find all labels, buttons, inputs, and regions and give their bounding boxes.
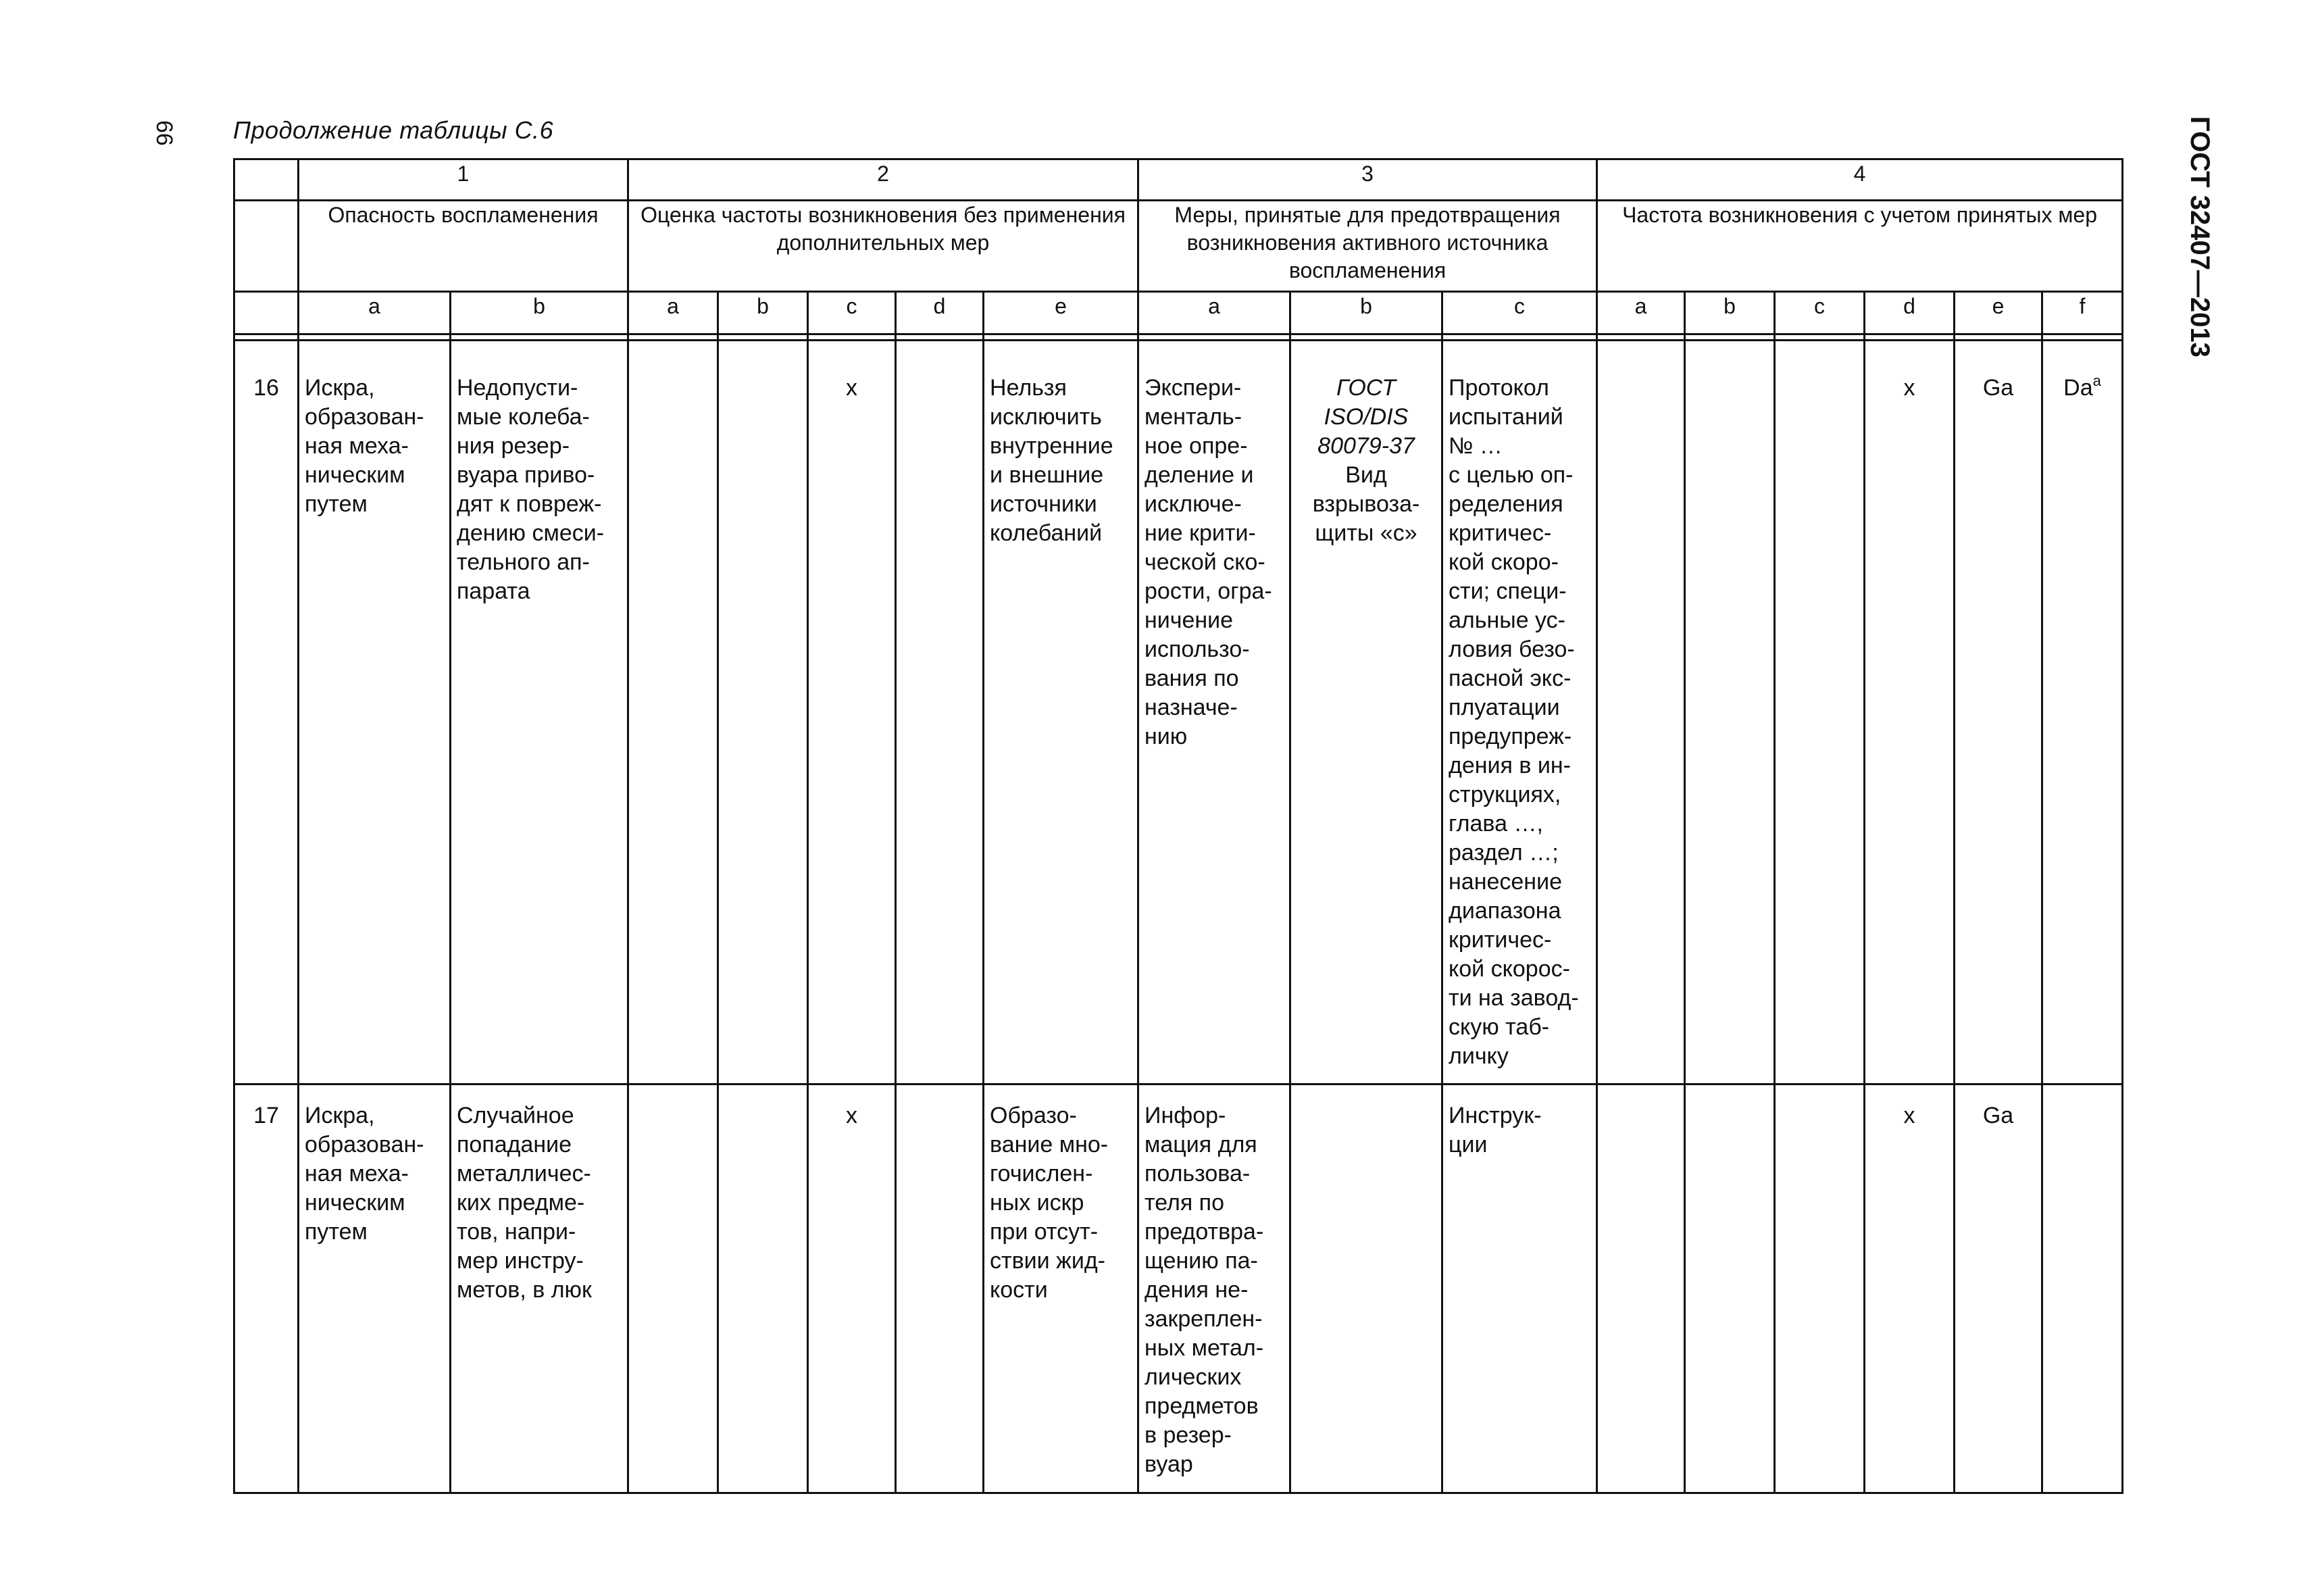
header-empty-cell — [234, 292, 299, 334]
cell-4c — [1775, 341, 1865, 1084]
cell-4f — [2042, 1084, 2123, 1493]
sub-header-4d: d — [1865, 292, 1955, 334]
cell-2a — [628, 1084, 718, 1493]
cell-2c: x — [808, 341, 896, 1084]
cell-2e: Образо- вание мно- гочислен- ных искр при отсут- ствии жид- кости — [984, 1084, 1138, 1493]
cell-2c: x — [808, 1084, 896, 1493]
cell-2b — [718, 341, 808, 1084]
cell-1b: Недопусти- мые колеба- ния резер- вуара приво- дят к повреж- дению смеси- тельного ап- парата — [451, 341, 628, 1084]
sub-header-3b: b — [1290, 292, 1442, 334]
cell-3a: Инфор- мация для пользова- теля по предотвра- щению па- дения не- закреплен- ных метал- лических предметов в резер- вуар — [1138, 1084, 1290, 1493]
row-number: 17 — [234, 1084, 299, 1493]
group-number-4: 4 — [1597, 159, 2123, 201]
cell-4b — [1685, 1084, 1775, 1493]
group-title-1: Опасность воспламенения — [299, 201, 628, 292]
cell-2b — [718, 1084, 808, 1493]
sub-header-4c: c — [1775, 292, 1865, 334]
cell-4d: x — [1865, 341, 1955, 1084]
cell-4b — [1685, 341, 1775, 1084]
cell-3b — [1290, 1084, 1442, 1493]
cell-1a: Искра, образован- ная меха- ническим путем — [299, 1084, 451, 1493]
standard-reference: ГОСТ ISO/DIS 80079-37 — [1317, 375, 1415, 459]
cell-4c — [1775, 1084, 1865, 1493]
group-title-3: Меры, принятые для предотвращения возникновения активного источника воспламенения — [1138, 201, 1597, 292]
cell-4e: Ga — [1955, 341, 2042, 1084]
table-row — [234, 1084, 2123, 1493]
cell-2d — [896, 1084, 984, 1493]
header-row-group-numbers — [234, 159, 2123, 201]
standard-code: ГОСТ 32407—2013 — [2185, 116, 2215, 357]
group-number-3: 3 — [1138, 159, 1597, 201]
cell-3a: Экспери- менталь- ное опре- деление и исключе- ние крити- ческой ско- рости, огра- ничение использо- вания по назначе- нию — [1138, 341, 1290, 1084]
sub-header-3a: a — [1138, 292, 1290, 334]
cell-2a — [628, 341, 718, 1084]
cell-4f — [2042, 341, 2123, 1084]
cell-3c: Инструк- ции — [1442, 1084, 1597, 1493]
sub-header-2d: d — [896, 292, 984, 334]
cell-4a — [1597, 341, 1685, 1084]
group-title-2: Оценка частоты возникновения без применения дополнительных мер — [628, 201, 1138, 292]
header-empty-cell — [234, 159, 299, 201]
cell-1a: Искра, образован- ная меха- ническим путем — [299, 341, 451, 1084]
cell-4a — [1597, 1084, 1685, 1493]
cell-4e: Ga — [1955, 1084, 2042, 1493]
sub-header-4a: a — [1597, 292, 1685, 334]
table-caption: Продолжение таблицы С.6 — [233, 116, 554, 144]
group-number-1: 1 — [299, 159, 628, 201]
sub-header-3c: c — [1442, 292, 1597, 334]
header-separator — [234, 334, 2123, 341]
cell-2d — [896, 341, 984, 1084]
cell-4d: x — [1865, 1084, 1955, 1493]
sub-header-4b: b — [1685, 292, 1775, 334]
group-number-2: 2 — [628, 159, 1138, 201]
sub-header-4e: e — [1955, 292, 2042, 334]
cell-2e: Нельзя исключить внутренние и внешние источники колебаний — [984, 341, 1138, 1084]
header-row-group-titles — [234, 201, 2123, 292]
hazard-table — [233, 158, 2123, 1494]
cell-1b: Случайное попадание металличес- ких предме- тов, напри- мер инстру- метов, в люк — [451, 1084, 628, 1493]
sub-header-2e: e — [984, 292, 1138, 334]
sub-header-1a: a — [299, 292, 451, 334]
cell-3b — [1290, 341, 1442, 1084]
protection-type: Вид взрывоза- щиты «с» — [1312, 462, 1420, 546]
sub-header-1b: b — [451, 292, 628, 334]
sub-header-4f: f — [2042, 292, 2123, 334]
cell-3c: Протокол испытаний № … с целью оп- ределения критичес- кой скоро- сти; специ- альные ус- ловия безо- пасной экс- плуатации предупреж- дения в ин- струкциях, глава …, раздел …; нанесение диапазона критичес- кой скорос- ти на завод- скую таб- личку — [1442, 341, 1597, 1084]
sub-header-2b: b — [718, 292, 808, 334]
header-row-subcolumns — [234, 292, 2123, 334]
page-number: 66 — [151, 120, 177, 146]
row-number: 16 — [234, 341, 299, 1084]
table-row — [234, 341, 2123, 1084]
sub-header-2a: a — [628, 292, 718, 334]
equipment-level: Da — [2063, 375, 2093, 401]
header-empty-cell — [234, 201, 299, 292]
group-title-4: Частота возникновения с учетом принятых мер — [1597, 201, 2123, 292]
footnote-marker: a — [2092, 372, 2101, 389]
sub-header-2c: c — [808, 292, 896, 334]
